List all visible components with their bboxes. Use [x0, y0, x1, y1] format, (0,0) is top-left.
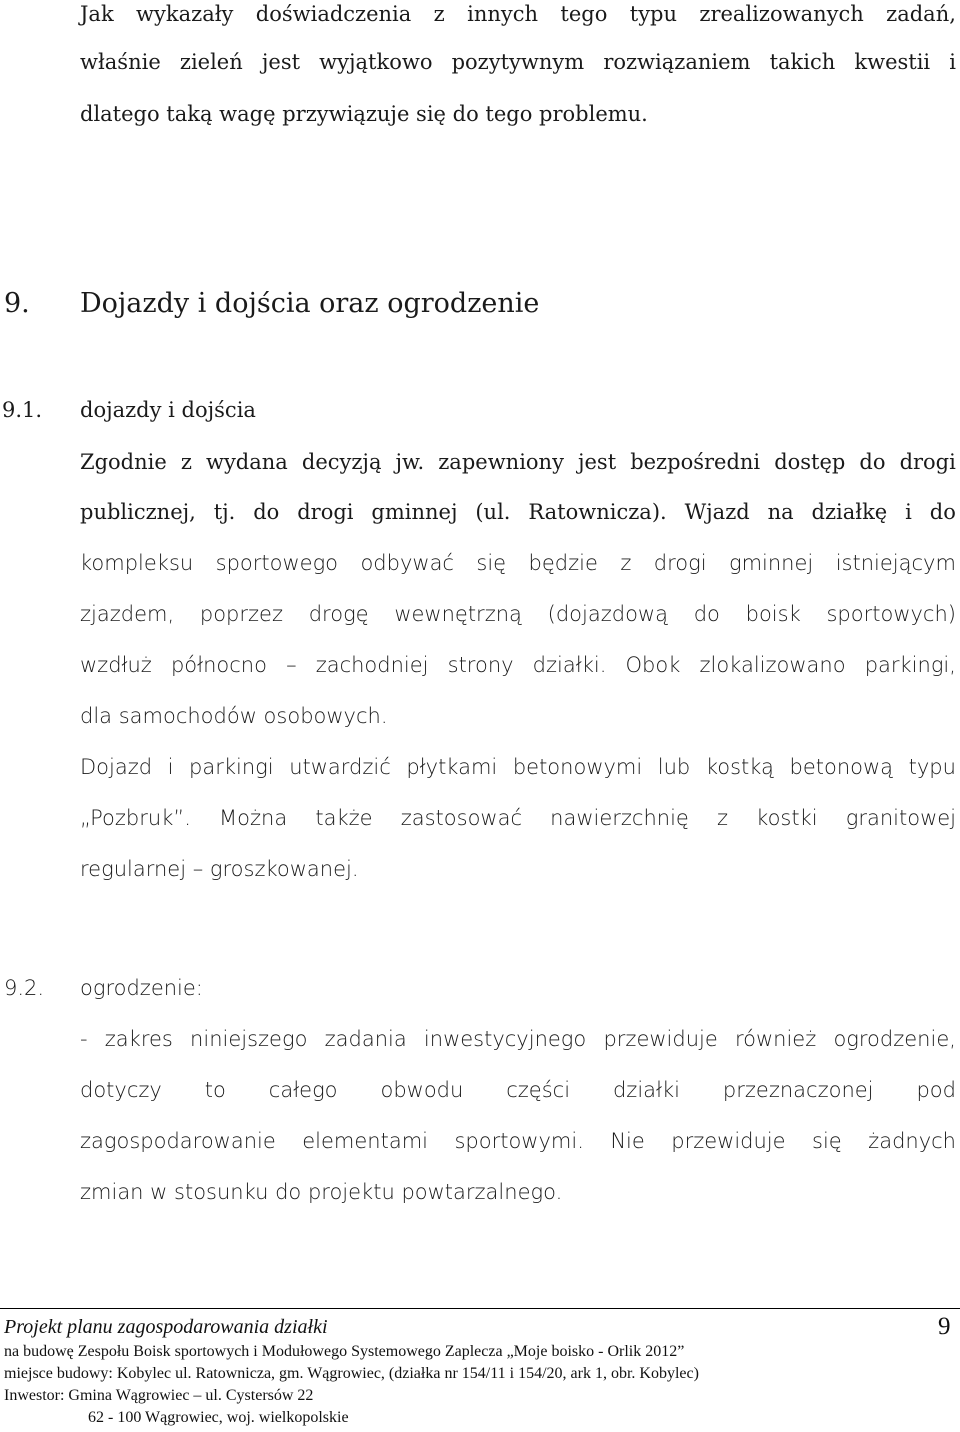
section-9-title: Dojazdy i dojścia oraz ogrodzenie [80, 288, 540, 319]
s91-line-2: publicznej, tj. do drogi gminnej (ul. Ratownicza). Wjazd na działkę i do [80, 500, 956, 524]
s91-line-8: „Pozbruk”. Można także zastosować nawierzchnię z kostki granitowej [80, 806, 956, 830]
intro-line-2: właśnie zieleń jest wyjątkowo pozytywnym rozwiązaniem takich kwestii i [80, 50, 956, 74]
s91-line-6: dla samochodów osobowych. [80, 704, 388, 728]
s91-line-9: regularnej – groszkowanej. [80, 857, 359, 881]
footer-line-2: miejsce budowy: Kobylec ul. Ratownicza, gm. Wągrowiec, (działka nr 154/11 i 154/20, ark 1, obr. Kobylec) [4, 1365, 699, 1382]
footer-divider [0, 1308, 960, 1309]
intro-line-3: dlatego taką wagę przywiązuje się do tego problemu. [80, 102, 648, 126]
s91-line-7: Dojazd i parkingi utwardzić płytkami betonowymi lub kostką betonową typu [80, 755, 956, 779]
section-9-2-title: ogrodzenie: [80, 976, 203, 1000]
section-9-2-number: 9.2. [4, 976, 45, 1000]
footer-line-4: 62 - 100 Wągrowiec, woj. wielkopolskie [88, 1409, 349, 1426]
page-number: 9 [938, 1313, 951, 1340]
s91-line-5: wzdłuż północno – zachodniej strony działki. Obok zlokalizowano parkingi, [80, 653, 956, 677]
section-9-1-number: 9.1. [2, 398, 43, 422]
s92-line-3: zagospodarowanie elementami sportowymi. Nie przewiduje się żadnych [80, 1129, 956, 1153]
footer-title: Projekt planu zagospodarowania działki [4, 1316, 328, 1338]
s92-line-4: zmian w stosunku do projektu powtarzalnego. [80, 1180, 563, 1204]
section-9-number: 9. [4, 288, 30, 319]
footer-line-1: na budowę Zespołu Boisk sportowych i Modułowego Systemowego Zaplecza „Moje boisko - Orlik 2012” [4, 1343, 685, 1360]
intro-line-1: Jak wykazały doświadczenia z innych tego typu zrealizowanych zadań, [80, 2, 956, 26]
footer-line-3: Inwestor: Gmina Wągrowiec – ul. Cystersów 22 [4, 1387, 314, 1404]
s92-line-2: dotyczy to całego obwodu części działki przeznaczonej pod [80, 1078, 956, 1102]
s92-line-1: - zakres niniejszego zadania inwestycyjnego przewiduje również ogrodzenie, [80, 1027, 956, 1051]
s91-line-1: Zgodnie z wydana decyzją jw. zapewniony jest bezpośredni dostęp do drogi [80, 450, 956, 474]
s91-line-3: kompleksu sportowego odbywać się będzie z drogi gminnej istniejącym [80, 551, 956, 575]
section-9-1-title: dojazdy i dojścia [80, 398, 256, 422]
s91-line-4: zjazdem, poprzez drogę wewnętrzną (dojazdową do boisk sportowych) [80, 602, 956, 626]
